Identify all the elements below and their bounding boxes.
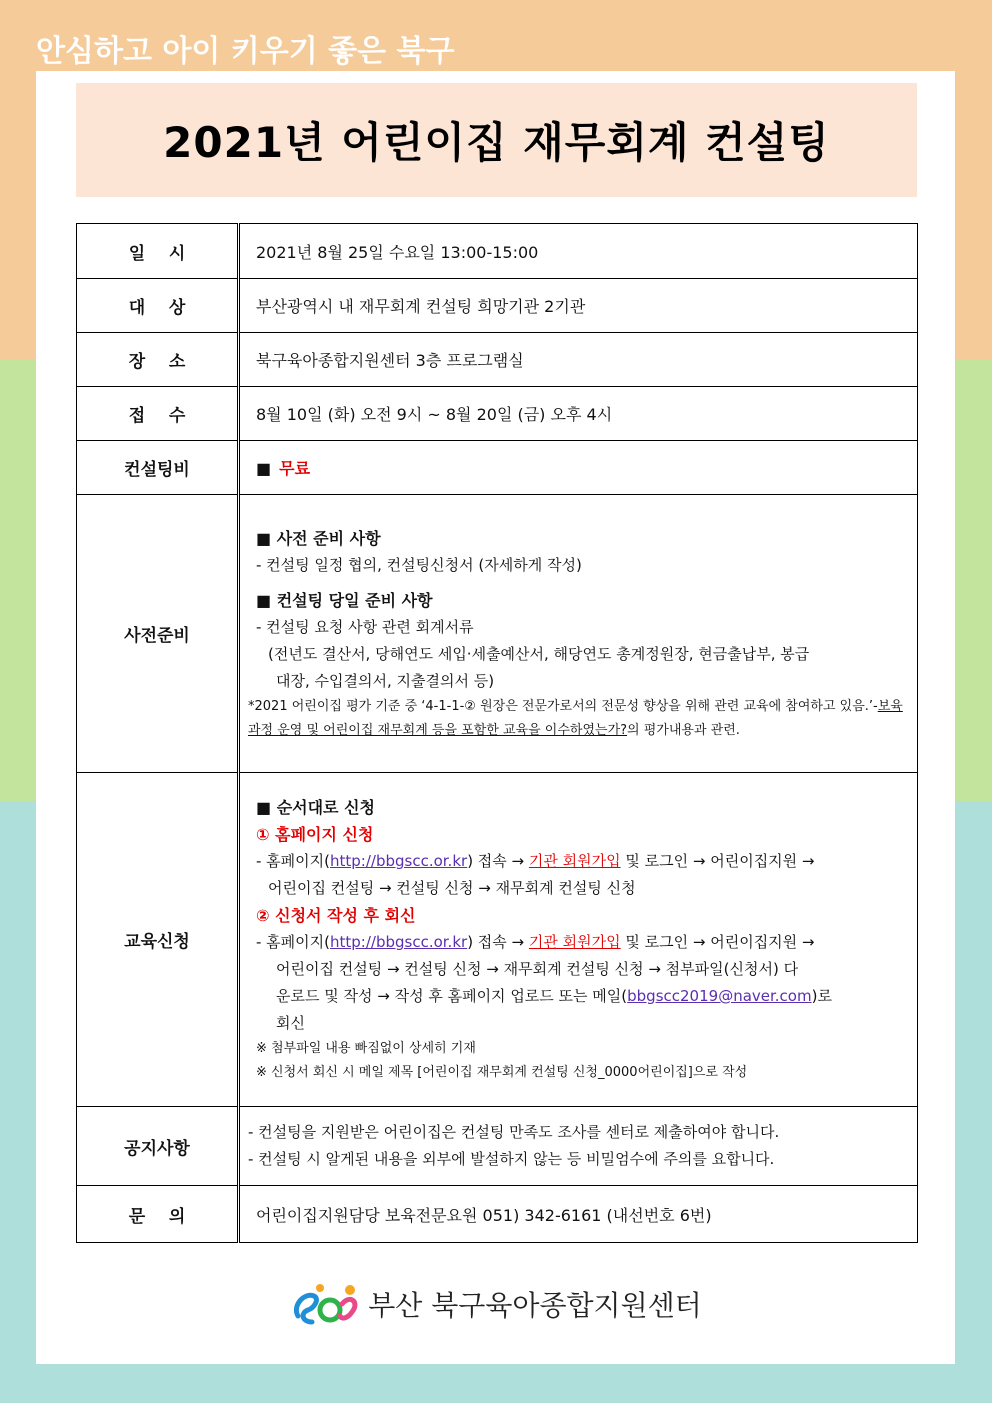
homepage-link-2[interactable]: http://bbgscc.or.kr <box>330 933 468 951</box>
prep-evaluation-note <box>248 695 908 743</box>
label-prep: 사전준비 <box>77 495 239 773</box>
prep-line-2: - 컨설팅 요청 사항 관련 회계서류 <box>256 617 474 636</box>
text-connect-2: ) 접속 → <box>467 933 529 951</box>
slogan: 안심하고 아이 키우기 좋은 북구 <box>36 34 455 69</box>
value-place: 북구육아종합지원센터 3층 프로그램실 <box>239 333 918 387</box>
text-ro: )로 <box>811 987 832 1005</box>
text-upload: 운로드 및 작성 → 작성 후 홈페이지 업로드 또는 메일( <box>276 987 628 1005</box>
apply-note-2: ※ 신청서 회신 시 메일 제목 [어린이집 재무회계 컨설팅 신청_0000어린이집]으로 작성 <box>256 1065 748 1080</box>
apply-step-1-line-2: 어린이집 컨설팅 → 컨설팅 신청 → 재무회계 컨설팅 신청 <box>268 879 636 897</box>
label-contact <box>77 1186 239 1243</box>
join-link[interactable]: 기관 회원가입 <box>528 852 621 870</box>
page-title: 2021년 어린이집 재무회계 컨설팅 <box>163 118 830 167</box>
notice-line-2: - 컨설팅 시 알게된 내용을 외부에 발설하지 않는 등 비밀엄수에 주의를 요합니다. <box>248 1150 775 1168</box>
apply-step-2-line-4: 회신 <box>276 1014 305 1032</box>
apply-step-2-line-1 <box>256 929 908 956</box>
prep-heading-1: ■ 사전 준비 사항 <box>256 528 381 548</box>
apply-note-1: ※ 첨부파일 내용 빠짐없이 상세히 기재 <box>256 1041 476 1056</box>
value-fee <box>239 441 918 495</box>
prep-line-4: 대장, 수입결의서, 지출결의서 등) <box>276 671 495 690</box>
notice-line-1: - 컨설팅을 지원받은 어린이집은 컨설팅 만족도 조사를 센터로 제출하여야 합니다. <box>248 1123 780 1141</box>
label-place <box>77 333 239 387</box>
apply-step-1-line-1 <box>256 848 908 875</box>
value-reception: 8월 10일 (화) 오전 9시 ~ 8월 20일 (금) 오후 4시 <box>239 387 918 441</box>
apply-step-1: ① 홈페이지 신청 <box>256 825 374 844</box>
text-homepage-2: - 홈페이지( <box>256 933 330 951</box>
value-apply <box>239 773 918 1107</box>
value-notice <box>239 1107 918 1186</box>
note-part-c: 의 평가내용과 관련. <box>627 722 740 738</box>
footer <box>0 1278 992 1330</box>
row-contact <box>77 1186 918 1243</box>
join-link-2[interactable]: 기관 회원가입 <box>528 933 621 951</box>
value-contact: 어린이집지원담당 보육전문요원 051) 342-6161 (내선번호 6번) <box>239 1186 918 1243</box>
row-apply <box>77 773 918 1107</box>
label-notice: 공지사항 <box>77 1107 239 1186</box>
note-part-a: *2021 어린이집 평가 기준 중 ‘4-1-1-② 원장은 전문가로서의 전문성 향상을 위해 관련 교육에 참여하고 있음.’- <box>248 698 878 714</box>
apply-step-2-line-2: 어린이집 컨설팅 → 컨설팅 신청 → 재무회계 컨설팅 신청 → 첨부파일(신청서) 다 <box>276 960 799 978</box>
prep-heading-2: ■ 컨설팅 당일 준비 사항 <box>256 590 433 610</box>
email-link[interactable]: bbgscc2019@naver.com <box>627 987 812 1005</box>
apply-step-2: ② 신청서 작성 후 회신 <box>256 906 416 925</box>
center-logo-icon <box>290 1280 362 1328</box>
fee-free-text: 무료 <box>279 459 311 478</box>
prep-line-3: (전년도 결산서, 당해연도 세입·세출예산서, 해당연도 총계정원장, 현금출납부, 봉급 <box>268 644 810 663</box>
value-date: 2021년 8월 25일 수요일 13:00-15:00 <box>239 224 918 279</box>
row-prep <box>77 495 918 773</box>
square-bullet-icon: ■ <box>256 459 272 478</box>
row-notice <box>77 1107 918 1186</box>
value-target: 부산광역시 내 재무회계 컨설팅 희망기관 2기관 <box>239 279 918 333</box>
apply-heading: ■ 순서대로 신청 <box>256 798 375 817</box>
prep-line-1: - 컨설팅 일정 협의, 컨설팅신청서 (자세하게 작성) <box>256 555 582 574</box>
label-target-text: 대 상 <box>128 298 186 318</box>
text-login-2: 및 로그인 → 어린이집지원 → <box>620 933 815 951</box>
title-box <box>76 83 917 197</box>
apply-step-2-line-3 <box>256 983 908 1010</box>
label-date <box>77 224 239 279</box>
homepage-link[interactable]: http://bbgscc.or.kr <box>330 852 468 870</box>
footer-org-name: 부산 북구육아종합지원센터 <box>368 1289 702 1322</box>
row-date <box>77 224 918 279</box>
label-fee: 컨설팅비 <box>77 441 239 495</box>
label-reception <box>77 387 239 441</box>
label-target <box>77 279 239 333</box>
value-prep <box>239 495 918 773</box>
text-homepage: - 홈페이지( <box>256 852 330 870</box>
text-connect: ) 접속 → <box>467 852 529 870</box>
row-fee <box>77 441 918 495</box>
label-reception-text: 접 수 <box>128 406 186 426</box>
label-contact-text: 문 의 <box>128 1206 186 1227</box>
text-login: 및 로그인 → 어린이집지원 → <box>620 852 815 870</box>
row-place <box>77 333 918 387</box>
info-table <box>76 223 918 1243</box>
row-target <box>77 279 918 333</box>
note-part-b: 보육과정 운영 및 어린이집 재무회계 등을 포함한 교육을 이수하였는가? <box>248 698 903 738</box>
label-apply: 교육신청 <box>77 773 239 1107</box>
label-date-text: 일 시 <box>128 243 186 264</box>
label-place-text: 장 소 <box>128 352 186 372</box>
row-reception <box>77 387 918 441</box>
